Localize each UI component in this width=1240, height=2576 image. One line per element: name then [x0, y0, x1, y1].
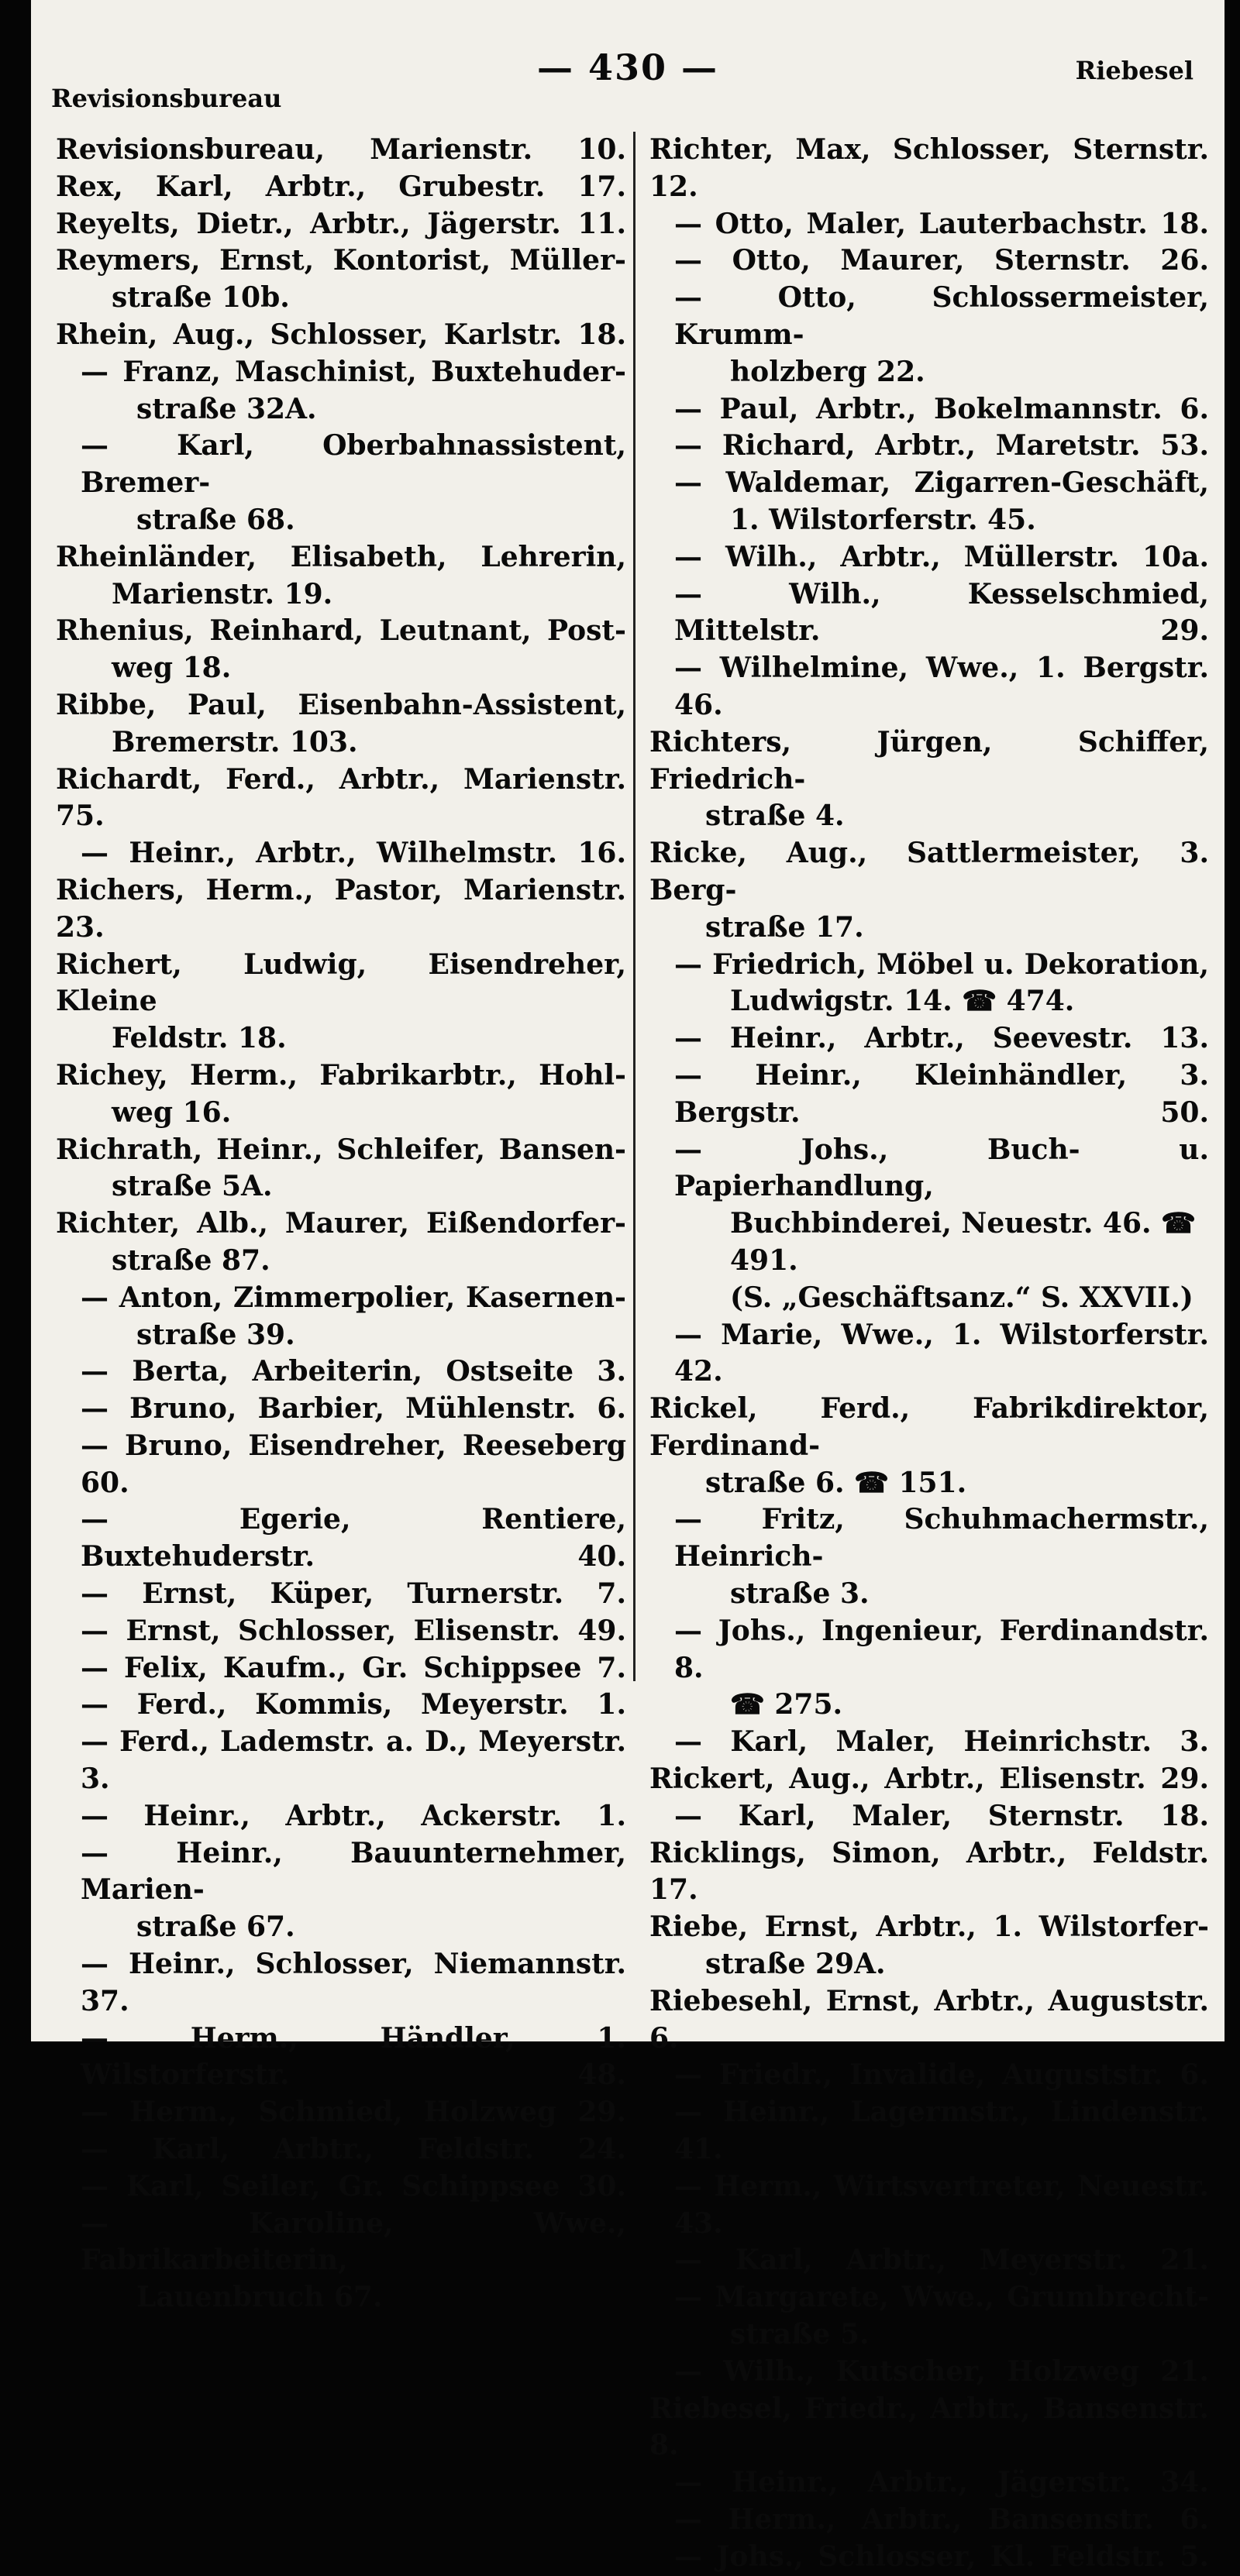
page-number: — 430 —: [536, 46, 719, 88]
directory-entry: — Heinr., Arbtr., Seevestr. 13.: [674, 1022, 1209, 1055]
directory-entry: — Bruno, Eisendreher, Reeseberg 60.: [81, 1429, 626, 1499]
directory-entry: — Friedrich, Möbel u. Dekoration,: [674, 948, 1209, 981]
directory-entry: Richert, Ludwig, Eisendreher, Kleine: [56, 948, 626, 1018]
directory-entry: — Egerie, Rentiere, Buxtehuderstr. 40.: [81, 1503, 626, 1573]
directory-entry: — Karl, Maler, Heinrichstr. 3.: [674, 1725, 1209, 1759]
directory-entry: Rex, Karl, Arbtr., Grubestr. 17.: [56, 170, 626, 203]
entry-continuation-line: 1. Wilstorferstr. 45.: [730, 503, 1036, 536]
entry-continuation-line: straße 29A.: [705, 1948, 886, 1981]
directory-entry: — Otto, Schlossermeister, Krumm-: [674, 281, 1209, 351]
directory-entry: — Anton, Zimmerpolier, Kasernen-: [81, 1281, 626, 1314]
directory-entry: Riebesehl, Ernst, Arbtr., Auguststr. 6.: [649, 1984, 1209, 2055]
left-column: [56, 132, 626, 2316]
directory-entry: — Wilh., Kesselschmied, Mittelstr. 29.: [674, 577, 1209, 648]
entry-continuation-line: straße 32A.: [136, 392, 317, 425]
directory-entry: — Karl, Arbtr., Meyerstr. 21.: [674, 2244, 1209, 2277]
entry-continuation-line: straße 10b.: [112, 281, 290, 315]
directory-entry: — Heinr., Schlosser, Niemannstr. 37.: [81, 1948, 626, 2017]
directory-entry: Rheinländer, Elisabeth, Lehrerin,: [56, 540, 626, 573]
entry-continuation-line: straße 6. ☎ 151.: [705, 1466, 967, 1499]
entry-continuation-line: Lauenbruch 67.: [136, 2281, 383, 2314]
directory-entry: Richrath, Heinr., Schleifer, Bansen-: [56, 1133, 626, 1166]
entry-continuation-line: straße 39.: [136, 1318, 295, 1351]
directory-entry: — Herm., Händler, 1. Wilstorferstr. 48.: [81, 2021, 626, 2092]
running-head-right: Riebesel: [1075, 56, 1194, 85]
entry-continuation-line: (S. „Geschäftsanz.“ S. XXVII.): [730, 1281, 1194, 1314]
directory-entry: — Berta, Arbeiterin, Ostseite 3.: [81, 1355, 626, 1388]
entry-continuation-line: Ludwigstr. 14. ☎ 474.: [730, 985, 1075, 1018]
directory-entry: Richter, Max, Schlosser, Sternstr. 12.: [649, 133, 1209, 203]
directory-entry: — Heinr., Arbtr., Jägerstr. 34.: [674, 2466, 1209, 2499]
directory-entry: — Heinr., Arbtr., Wilhelmstr. 16.: [81, 837, 626, 870]
directory-entry: — Karl, Oberbahnassistent, Bremer-: [81, 429, 626, 500]
directory-entry: — Waldemar, Zigarren-Geschäft,: [674, 466, 1209, 500]
entry-continuation-line: straße 5.: [730, 2318, 870, 2351]
directory-entry: Rhenius, Reinhard, Leutnant, Post-: [56, 614, 626, 648]
directory-entry: Reyelts, Dietr., Arbtr., Jägerstr. 11.: [56, 207, 626, 240]
entry-continuation-line: weg 18.: [112, 652, 232, 685]
directory-entry: Rickel, Ferd., Fabrikdirektor, Ferdinand-: [649, 1392, 1209, 1462]
directory-entry: — Marie, Wwe., 1. Wilstorferstr. 42.: [674, 1318, 1209, 1388]
directory-entry: Richey, Herm., Fabrikarbtr., Hohl-: [56, 1058, 626, 1092]
entry-continuation-line: straße 5A.: [112, 1170, 273, 1203]
directory-entry: — Karoline, Wwe., Fabrikarbeiterin,: [81, 2206, 626, 2277]
directory-entry: — Richard, Arbtr., Maretstr. 53.: [674, 429, 1209, 463]
entry-continuation-line: straße 68.: [136, 503, 295, 536]
entry-continuation-line: straße 4.: [705, 800, 845, 833]
directory-entry: — Wilh., Kutscher, Holzweg 21.: [674, 2354, 1209, 2388]
column-divider: [633, 132, 636, 1681]
directory-entry: — Johs., Schlosser, Kl. Feldstr. 5.: [674, 2540, 1209, 2573]
directory-entry: — Wilh., Arbtr., Müllerstr. 10a.: [674, 540, 1209, 573]
entry-continuation-line: holzberg 22.: [730, 355, 925, 388]
directory-entry: Ribbe, Paul, Eisenbahn-Assistent,: [56, 688, 626, 721]
directory-entry: — Heinr., Arbtr., Ackerstr. 1.: [81, 1799, 626, 1832]
directory-entry: Rickert, Aug., Arbtr., Elisenstr. 29.: [649, 1763, 1209, 1796]
directory-entry: Rhein, Aug., Schlosser, Karlstr. 18.: [56, 318, 626, 351]
right-column: [649, 132, 1209, 2576]
directory-entry: — Karl, Arbtr., Feldstr. 24.: [81, 2133, 626, 2166]
directory-entry: — Johs., Ingenieur, Ferdinandstr. 8.: [674, 1614, 1209, 1684]
entry-continuation-line: Feldstr. 18.: [112, 1022, 287, 1055]
entry-continuation-line: Bremerstr. 103.: [112, 725, 358, 758]
running-head-left: Revisionsbureau: [51, 84, 282, 113]
directory-entry: — Bruno, Barbier, Mühlenstr. 6.: [81, 1392, 626, 1426]
entry-continuation-line: straße 87.: [112, 1243, 270, 1277]
entry-continuation-line: straße 3.: [730, 1577, 870, 1611]
directory-entry: — Franz, Maschinist, Buxtehuder-: [81, 355, 626, 388]
directory-entry: — Margarete, Wwe., Grumbrecht-: [674, 2281, 1209, 2314]
directory-entry: — Karl, Maler, Sternstr. 18.: [674, 1799, 1209, 1832]
directory-entry: — Heinr., Kleinhändler, 3. Bergstr. 50.: [674, 1058, 1209, 1129]
entry-continuation-line: weg 16.: [112, 1095, 232, 1129]
directory-entry: — Karl, Seiler, Gr. Schippsee 30.: [81, 2169, 626, 2203]
directory-page: [31, 0, 1224, 2573]
directory-entry: Richers, Herm., Pastor, Marienstr. 23.: [56, 873, 626, 944]
directory-entry: Revisionsbureau, Marienstr. 10.: [56, 133, 626, 166]
entry-continuation-line: Buchbinderei, Neuestr. 46. ☎ 491.: [730, 1207, 1196, 1277]
directory-entry: — Felix, Kaufm., Gr. Schippsee 7.: [81, 1651, 626, 1684]
directory-entry: — Herm., Wirtsvertreter, Neuestr. 43.: [674, 2169, 1209, 2240]
entry-continuation-line: Marienstr. 19.: [112, 577, 333, 610]
entry-continuation-line: ☎ 275.: [730, 1688, 843, 1721]
directory-entry: — Ferd., Kommis, Meyerstr. 1.: [81, 1688, 626, 1721]
directory-entry: Ricklings, Simon, Arbtr., Feldstr. 17.: [649, 1836, 1209, 1907]
entry-continuation-line: straße 17.: [705, 910, 864, 944]
directory-entry: — Johs., Buch- u. Papierhandlung,: [674, 1133, 1209, 1203]
directory-entry: — Ferd., Lademstr. a. D., Meyerstr. 3.: [81, 1725, 626, 1796]
entry-continuation-line: straße 67.: [136, 1911, 295, 1944]
directory-entry: — Otto, Maurer, Sternstr. 26.: [674, 244, 1209, 277]
directory-entry: — Herm., Schmied, Holzweg 29.: [81, 2096, 626, 2129]
directory-entry: — Otto, Maler, Lauterbachstr. 18.: [674, 207, 1209, 240]
directory-entry: Reymers, Ernst, Kontorist, Müller-: [56, 244, 626, 277]
directory-entry: — Friedr., Invalide, Auguststr. 6.: [674, 2058, 1209, 2092]
directory-entry: Richters, Jürgen, Schiffer, Friedrich-: [649, 725, 1209, 796]
directory-entry: — Ernst, Küper, Turnerstr. 7.: [81, 1577, 626, 1611]
directory-entry: — Herm., Arbtr., Bansenstr. 6.: [674, 2503, 1209, 2536]
directory-entry: — Heinr., Bauunternehmer, Marien-: [81, 1836, 626, 1907]
directory-entry: — Ernst, Schlosser, Elisenstr. 49.: [81, 1614, 626, 1647]
directory-entry: Riebe, Ernst, Arbtr., 1. Wilstorfer-: [649, 1911, 1209, 1944]
directory-entry: Ricke, Aug., Sattlermeister, 3. Berg-: [649, 837, 1209, 906]
directory-entry: — Fritz, Schuhmachermstr., Heinrich-: [674, 1503, 1209, 1573]
directory-entry: Richardt, Ferd., Arbtr., Marienstr. 75.: [56, 762, 626, 833]
directory-entry: — Heinr., Lagermstr., Lindenstr. 41.: [674, 2096, 1209, 2166]
directory-entry: — Paul, Arbtr., Bokelmannstr. 6.: [674, 392, 1209, 425]
directory-entry: Riebesel, Friedr., Arbtr., Bansenstr. 8.: [649, 2392, 1209, 2462]
directory-entry: Richter, Alb., Maurer, Eißendorfer-: [56, 1207, 626, 1240]
directory-entry: — Wilhelmine, Wwe., 1. Bergstr. 46.: [674, 652, 1209, 721]
